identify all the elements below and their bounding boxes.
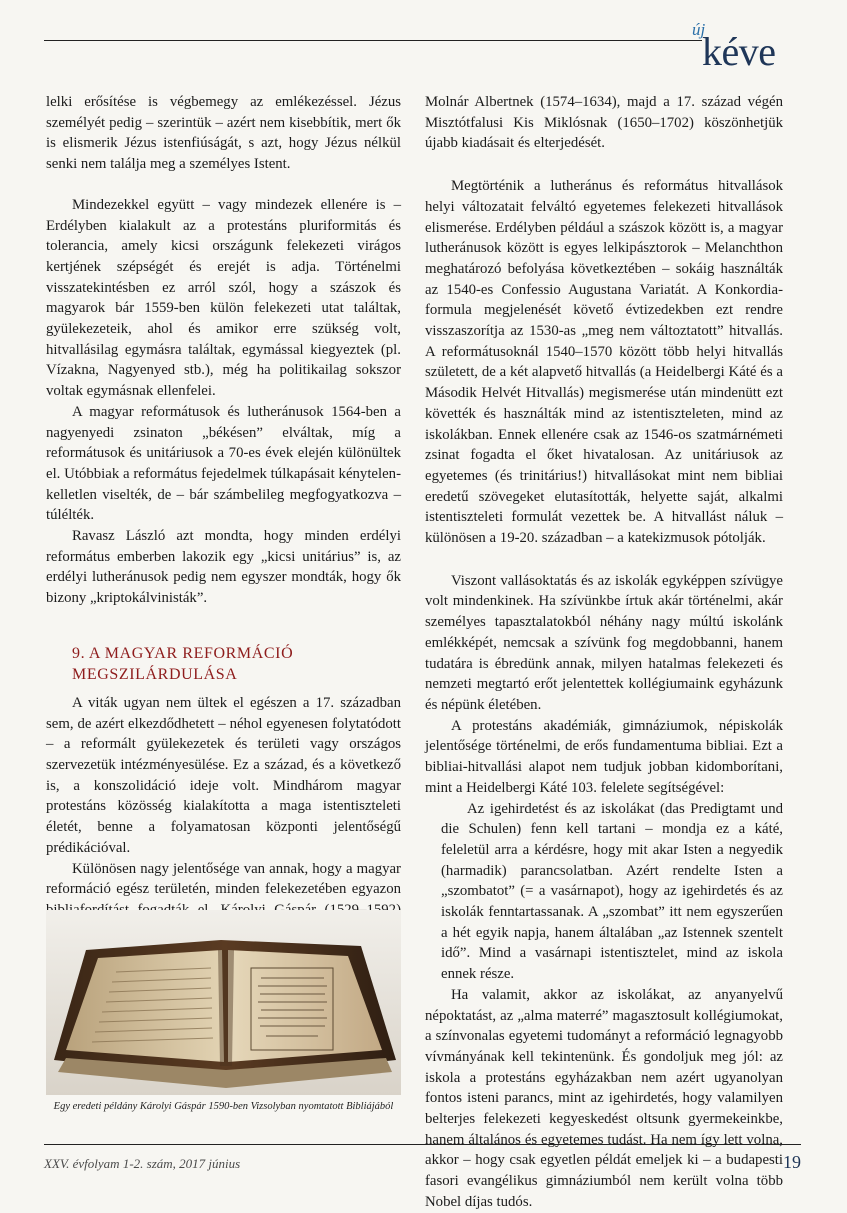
logo-main-text: kéve <box>702 29 776 74</box>
paragraph: Ravasz László azt mondta, hogy minden erdélyi református emberben lakozik egy „kicsi unitárius” is, az erdélyi lutheránusok pedig nem egyszer mondták, hogy ők bizony „kriptokálvinisták”. <box>46 528 401 607</box>
bible-photo <box>46 910 401 1095</box>
paragraph: Ha valamit, akkor az iskolákat, az anyanyelvű népoktatást, az „alma materré” magasztosult kollégiumokat, a színvonalas egyetemi tudományt a reformáció legnagyobb vívmányának kell tekintenünk. És gondoljuk meg jól: az iskola a protestáns egyházakban nem azért ugyanolyan fontos isteni parancs, mint az igehirdetés, hogy valamilyen belterjes felekezeti kegyeskedést oltsunk gyermekeinkbe, hanem általános és egyetemes tudást. Ha nem így lett volna, akkor – hogy csak egyetlen példát emeljek ki – a budapesti fasori evangélikus gimnáziumból nem került volna több Nobel díjas tudós. <box>425 986 783 1210</box>
left-column <box>46 92 401 962</box>
paragraph: Molnár Albertnek (1574–1634), majd a 17. század végén Misztótfalusi Kis Miklósnak (1650–1702) köszönhetjük újabb kiadásait és elterjedését. <box>425 94 783 152</box>
section-heading-line1: 9. A MAGYAR REFORMÁCIÓ <box>72 644 294 662</box>
footer-rule <box>44 1144 801 1145</box>
open-bible-illustration <box>46 910 401 1095</box>
paragraph: A protestáns akadémiák, gimnáziumok, népiskolák jelentősége történelmi, de erős fundamentuma bibliai. Ezt a bibliai-hitvallási alapot nem tudjuk jobban kidomborítani, mint a Heidelbergi Káté 103. felelete segítségével: <box>425 717 783 796</box>
paragraph: Különösen nagy jelentősége van annak, hogy a magyar reformáció egész területén, minden felekezetében egyazon <box>46 860 401 898</box>
section-heading <box>46 643 401 685</box>
photo-caption: Egy eredeti példány Károlyi Gáspár 1590-ben Vizsolyban nyomtatott Bibliájából <box>53 1101 394 1112</box>
paragraph: Megtörténik a lutheránus és református hitvallások helyi változatait felváltó egyetemes felekezeti hitvallások elismerése. Erdélyben például a szászok között is, a magyar lutheránusok között is egyes lelkipásztorok – Melanchthon meghatározó befolyása következtében – sokáig használták az 1540-es Confessio Augustana Variatát. A Konkordia-formula megjelenését követő évtizedekben ezt rendre visszaszorítja az 1530-as „meg nem változtatott” hitvallás. A reformátusoknál 1540–1570 között több helyi hitvallás született, de a két alapvető hitvallás (a Heidelbergi Káté és a Második Helvét Hitvallás) megismerése után mindenütt ezt követték és használták mind az istentiszteleten, mind az iskolákban. Ennek ellenére csak az 1546-os szatmárnémeti zsinat fogadta el őket hivatalosan. Az unitáriusok az egyetemes (és trinitárius!) hitvallásokat mint nem bibliai eredetű szövegeket elutasították, helyette saját, alkalmi istentiszteleti formulát vezettek be. A hitvallást náluk – különösen a 19-20. században – a katekizmusok pótolják. <box>425 178 783 547</box>
section-heading-line2: MEGSZILÁRDULÁSA <box>72 665 238 683</box>
paragraph: A magyar reformátusok és lutheránusok 1564-ben a nagyenyedi zsinaton „békésen” elváltak, míg a reformátusok és unitáriusok a 70-es évek elején különültek el. Utóbbiak a református fejedelmek túlkapásait kénytelen-kelletlen viselték, de – bár számbelileg megfogyatkozva – túlélték. <box>46 403 401 524</box>
issue-info: XXV. évfolyam 1-2. szám, 2017 június <box>44 1156 241 1171</box>
magazine-logo <box>692 14 802 76</box>
paragraph: lelki erősítése is végbemegy az emlékezéssel. Jézus személyét pedig – szerintük – azért nem kisebbítik, mert ők is elismerik Jézus istenfiúságát, s azt, hogy Jézus nélkül senki nem találja meg a személyes Istent. <box>46 94 401 173</box>
right-column <box>425 92 783 1213</box>
quote-paragraph: Az igehirdetést és az iskolákat (das Predigtamt und die Schulen) fenn kell tartani – mondja ez a káté, feleletül arra a kérdésre, hogy mit akar Isten a negyedik (harmadik) parancsolatban. Azért rendelte Isten a „szombatot” (= a vasárnapot), hogy az igehirdetés és az iskolák fenntartassanak. A „szombat” itt nem egyszerűen a hét egyik napja, hanem általában „az Istennek szentelt idő”. Mind a vasárnapi istentisztelet, mind az iskola ennek része. <box>441 800 783 983</box>
page-number: 19 <box>783 1152 801 1172</box>
paragraph: Viszont vallásoktatás és az iskolák egyképpen szívügye volt mindenkinek. Ha szívünkbe írtuk akár történelmi, akár személyes tapasztalatokból néhány nagy múltú iskolánk emlékképét, nemcsak a szívünk fog megdobbanni, hanem tudatára is ébredünk annak, milyen hatalmas felekezeti és nemzeti megtartó erőt jelentettek kollégiumaink egyházunk és népünk életében. <box>425 572 783 713</box>
logo-small-text: új <box>692 20 706 39</box>
paragraph: Mindezekkel együtt – vagy mindezek ellenére is – Erdélyben kialakult az a protestáns pluriformitás és tolerancia, amely kicsi országunk felekezeti virágos kertjének szépségét és erejét is adja. Történelmi visszatekintésben ez arról szól, hogy a szászok és magyarok bár 1559-ben külön felekezeti utat találtak, gyülekezeteik, ahol és amikor erre szükség volt, hitvallásilag egymásra találtak, egymással kiegyeztek (pl. Vízakna, Nagyenyed stb.), még ha politikailag sokszor voltak egymásnak ellenfelei. <box>46 196 401 400</box>
paragraph: A viták ugyan nem ültek el egészen a 17. században sem, de azért elkezdődhetett – néhol egyenesen folytatódott – a reformált gyülekezetek és területi vagy országos szervezetük intézményesülése. Ez a század, és a következő is, a konszolidáció ideje volt. Mindhárom magyar protestáns közösség kialakította a maga istentiszteleti életét, benne a folyamatosan központi jelentőségű prédikációval. <box>46 694 401 856</box>
header-rule <box>44 40 702 41</box>
